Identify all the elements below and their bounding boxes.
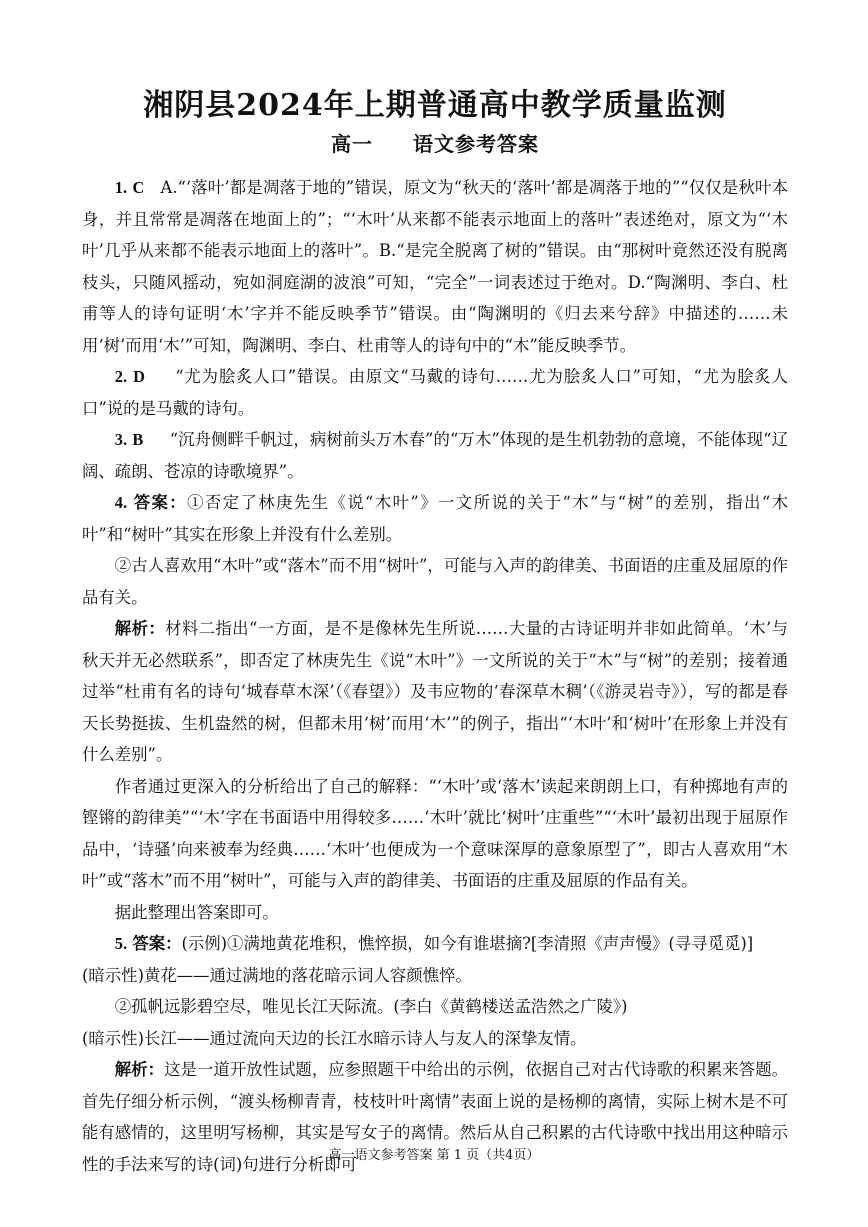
subtitle-grade: 高一	[331, 132, 373, 156]
q4-answer-part2: ②古人喜欢用“木叶”或“落木”而不用“树叶”，可能与入声的韵律美、书面语的庄重及屈原的作品有关。	[82, 556, 788, 607]
q4-answer-label: 答案：	[133, 493, 188, 512]
q5-analysis-label: 解析：	[114, 1060, 165, 1079]
q1-explanation: A.“‘落叶’都是凋落于地的”错误，原文为“秋天的‘落叶’都是凋落于地的”“仅仅是秋叶本身，并且常常是凋落在地面上的”；“‘木叶’从来都不能表示地面上的落叶”表述绝对，原文为“‘木叶’几乎从来都不能表示地面上的落叶”。B.“是完全脱离了树的”错误。由“那树叶竟然还没有脱离枝头，只随风摇动，宛如洞庭湖的波浪”可知，“完全”一词表述过于绝对。D.“陶渊明、李白、杜甫等人的诗句证明‘木’字并不能反映季节”错误。由“陶渊明的《归去来兮辞》中描述的……未用‘树’而用‘木’”可知，陶渊明、李白、杜甫等人的诗句中的“木”能反映季节。	[82, 178, 788, 355]
q4-analysis: 解析：材料二指出“一方面，是不是像林先生所说……大量的古诗证明并非如此简单。‘木’与秋天并无必然联系”，即否定了林庚先生《说“木叶”》一文所说的关于“木”与“树”的差别；接着通过举“杜甫有名的诗句‘城春草木深’（《春望》）及韦应物的‘春深草木稠’（《游灵岩寺》），写的都是春天长势挺拔、生机盎然的树，但都未用‘树’而用‘木’”的例子，指出“‘木叶’和‘树叶’在形象上并没有什么差别”。	[82, 619, 788, 764]
q3-choice: B	[132, 430, 144, 449]
q4-analysis-label: 解析：	[114, 619, 166, 638]
q3-explanation: “沉舟侧畔千帆过，病树前头万木春”的“万木”体现的是生机勃勃的意境，不能体现“辽阔、疏朗、苍凉的诗歌境界”。	[82, 430, 788, 481]
q4-conclusion: 据此整理出答案即可。	[114, 902, 279, 922]
answer-q5: 5. 答案：(示例)①满地黄花堆积，憔悴损，如今有谁堪摘?[李清照《声声慢》(寻寻觅觅)]	[114, 934, 754, 953]
q5-example-1: (示例)①满地黄花堆积，憔悴损，如今有谁堪摘?[李清照《声声慢》(寻寻觅觅)]	[181, 934, 754, 953]
answer-q4: 4. 答案：①否定了林庚先生《说“木叶”》一文所说的关于“木”与“树”的差别，指出“木叶”和“树叶”其实在形象上并没有什么差别。	[82, 493, 789, 544]
answer-q2: 2. D “尤为脍炙人口”错误。由原文“马戴的诗句……尤为脍炙人口”可知，“尤为脍炙人口”说的是马戴的诗句。	[82, 367, 788, 418]
q5-analysis: 解析：这是一道开放性试题，应参照题干中给出的示例，依据自己对古代诗歌的积累来答题。首先仔细分析示例，“渡头杨柳青青，枝枝叶叶离情”表面上说的是杨柳的离情，实际上树木是不可能有感情的，这里明写杨柳，其实是写女子的离情。然后从自己积累的古代诗歌中找出用这种暗示性的手法来写的诗(词)句进行分析即可	[82, 1060, 789, 1174]
q5-example-2: ②孤帆远影碧空尽，唯见长江天际流。(李白《黄鹤楼送孟浩然之广陵》)	[114, 997, 628, 1016]
answer-body	[82, 172, 788, 1180]
q5-hint-1: (暗示性)黄花——通过满地的落花暗示词人容颜憔悴。	[82, 965, 472, 985]
q1-choice: C	[132, 178, 145, 197]
subtitle-name: 语文参考答案	[413, 132, 539, 156]
page-subtitle	[82, 128, 788, 160]
answer-q1: 1. C A.“‘落叶’都是凋落于地的”错误，原文为“秋天的‘落叶’都是凋落于地的”“仅仅是秋叶本身，并且常常是凋落在地面上的”；“‘木叶’从来都不能表示地面上的落叶”表述绝对，原文为“‘木叶’几乎从来都不能表示地面上的落叶”。B.“是完全脱离了树的”错误。由“那树叶竟然还没有脱离枝头，只随风摇动，宛如洞庭湖的波浪”可知，“完全”一词表述过于绝对。D.“陶渊明、李白、杜甫等人的诗句证明‘木’字并不能反映季节”错误。由“陶渊明的《归去来兮辞》中描述的……未用‘树’而用‘木’”可知，陶渊明、李白、杜甫等人的诗句中的“木”能反映季节。	[82, 178, 788, 355]
q4-analysis-continued: 作者通过更深入的分析给出了自己的解释：“‘木叶’或‘落木’读起来朗朗上口，有种掷地有声的铿锵的韵律美”“‘木’字在书面语中用得较多……‘木叶’就比‘树叶’庄重些”“‘木叶’最初出现于屈原作品中，‘诗骚’向来被奉为经典……‘木叶’也便成为一个意味深厚的意象原型了”，即古人喜欢用“木叶”或“落木”而不用“树叶”，可能与入声的韵律美、书面语的庄重及屈原的作品有关。	[82, 776, 788, 890]
q4-answer-part1: ①否定了林庚先生《说“木叶”》一文所说的关于“木”与“树”的差别，指出“木叶”和“树叶”其实在形象上并没有什么差别。	[82, 493, 789, 544]
q2-choice: D	[133, 367, 145, 386]
q5-answer-label: 答案：	[132, 934, 182, 953]
q2-explanation: “尤为脍炙人口”错误。由原文“马戴的诗句……尤为脍炙人口”可知，“尤为脍炙人口”说的是马戴的诗句。	[82, 367, 788, 418]
page-footer: 高一语文参考答案 第 1 页（共4页）	[328, 1148, 540, 1163]
answer-q3: 3. B “沉舟侧畔千帆过，病树前头万木春”的“万木”体现的是生机勃勃的意境，不能体现“辽阔、疏朗、苍凉的诗歌境界”。	[82, 430, 788, 481]
page-title: 湘阴县2024年上期普通高中教学质量监测	[143, 88, 727, 123]
q5-hint-2: (暗示性)长江——通过流向天边的长江水暗示诗人与友人的深挚友情。	[82, 1028, 587, 1048]
